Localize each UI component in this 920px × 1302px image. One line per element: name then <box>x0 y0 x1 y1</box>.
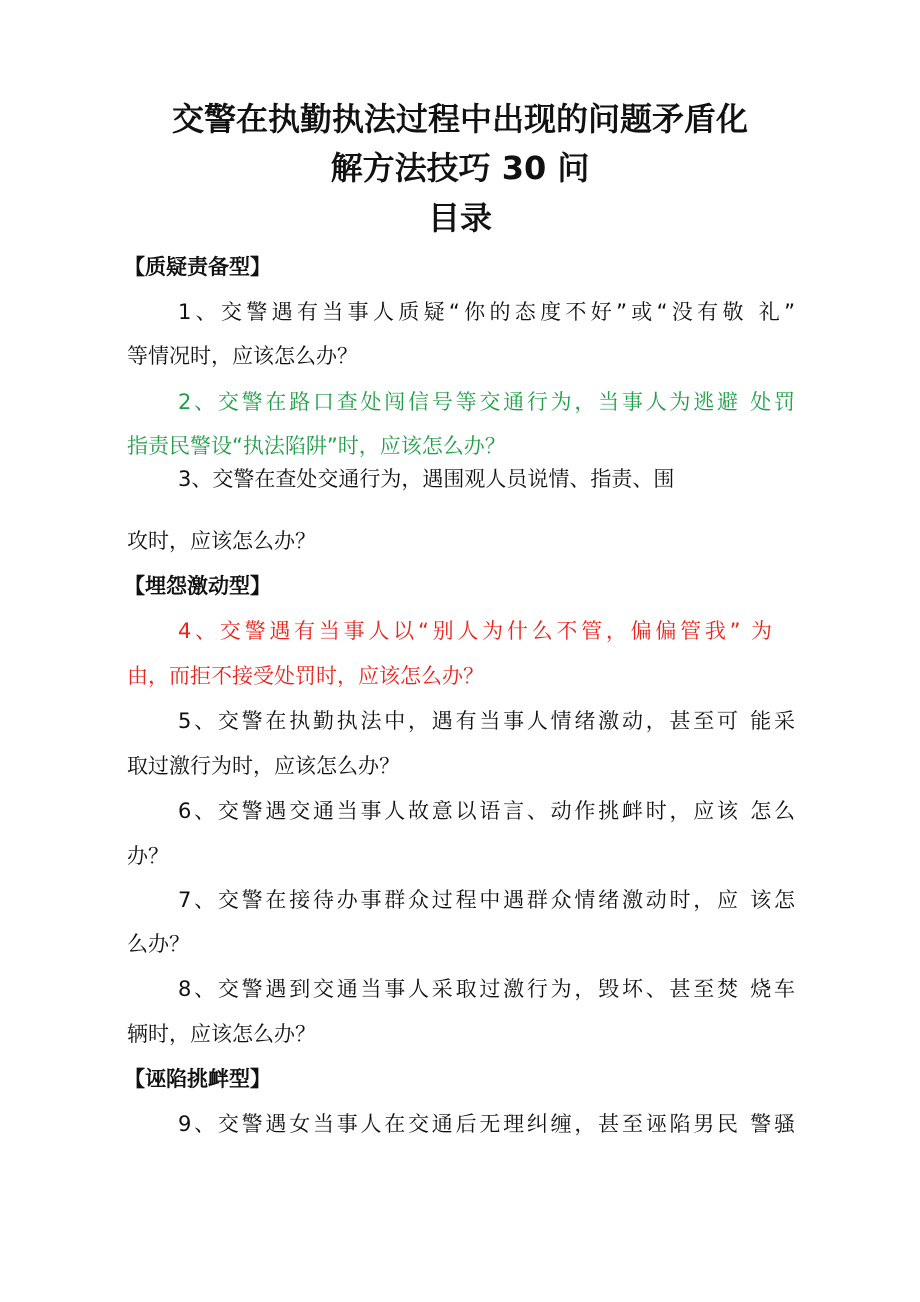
toc-item-4-line-2: 由，而拒不接受处罚时，应该怎么办？ <box>127 664 484 688</box>
document-title-line-1: 交警在执勤执法过程中出现的问题矛盾化 <box>171 100 748 138</box>
toc-item-7-line-1: 7、交警在接待办事群众过程中遇群众情绪激动时，应 该怎 <box>178 888 795 912</box>
toc-item-5-line-1: 5、交警在执勤执法中，遇有当事人情绪激动，甚至可 能采 <box>178 709 795 733</box>
toc-item-4-line-1: 4、交警遇有当事人以“别人为什么不管，偏偏管我” 为 <box>178 619 772 643</box>
toc-item-6-line-2: 办？ <box>127 844 169 868</box>
section-heading: 【埋怨激动型】 <box>124 574 271 598</box>
toc-item-9-line-1: 9、交警遇女当事人在交通后无理纠缠，甚至诬陷男民 警骚 <box>178 1112 795 1136</box>
toc-item-1-line-1: 1、交警遇有当事人质疑“你的态度不好”或“没有敬 礼” <box>178 300 795 324</box>
toc-item-3-line-1: 3、交警在查处交通行为，遇围观人员说情、指责、围 <box>178 467 675 491</box>
toc-item-2-line-2: 指责民警设“执法陷阱”时，应该怎么办？ <box>127 434 506 458</box>
section-heading: 【诬陷挑衅型】 <box>124 1067 271 1091</box>
toc-item-3-line-2: 攻时，应该怎么办？ <box>127 529 316 553</box>
toc-item-6-line-1: 6、交警遇交通当事人故意以语言、动作挑衅时，应该 怎么 <box>178 799 795 823</box>
toc-item-5-line-2: 取过激行为时，应该怎么办？ <box>127 754 400 778</box>
toc-item-8-line-1: 8、交警遇到交通当事人采取过激行为，毁坏、甚至焚 烧车 <box>178 977 795 1001</box>
section-heading: 【质疑责备型】 <box>124 255 271 279</box>
toc-item-2-line-1: 2、交警在路口查处闯信号等交通行为，当事人为逃避 处罚 <box>178 390 795 414</box>
toc-item-7-line-2: 么办？ <box>127 932 190 956</box>
document-title-line-2: 解方法技巧 30 问 <box>330 149 590 187</box>
toc-item-8-line-2: 辆时，应该怎么办？ <box>127 1022 316 1046</box>
toc-item-1-line-2: 等情况时，应该怎么办？ <box>127 344 358 368</box>
toc-heading: 目录 <box>427 199 492 237</box>
